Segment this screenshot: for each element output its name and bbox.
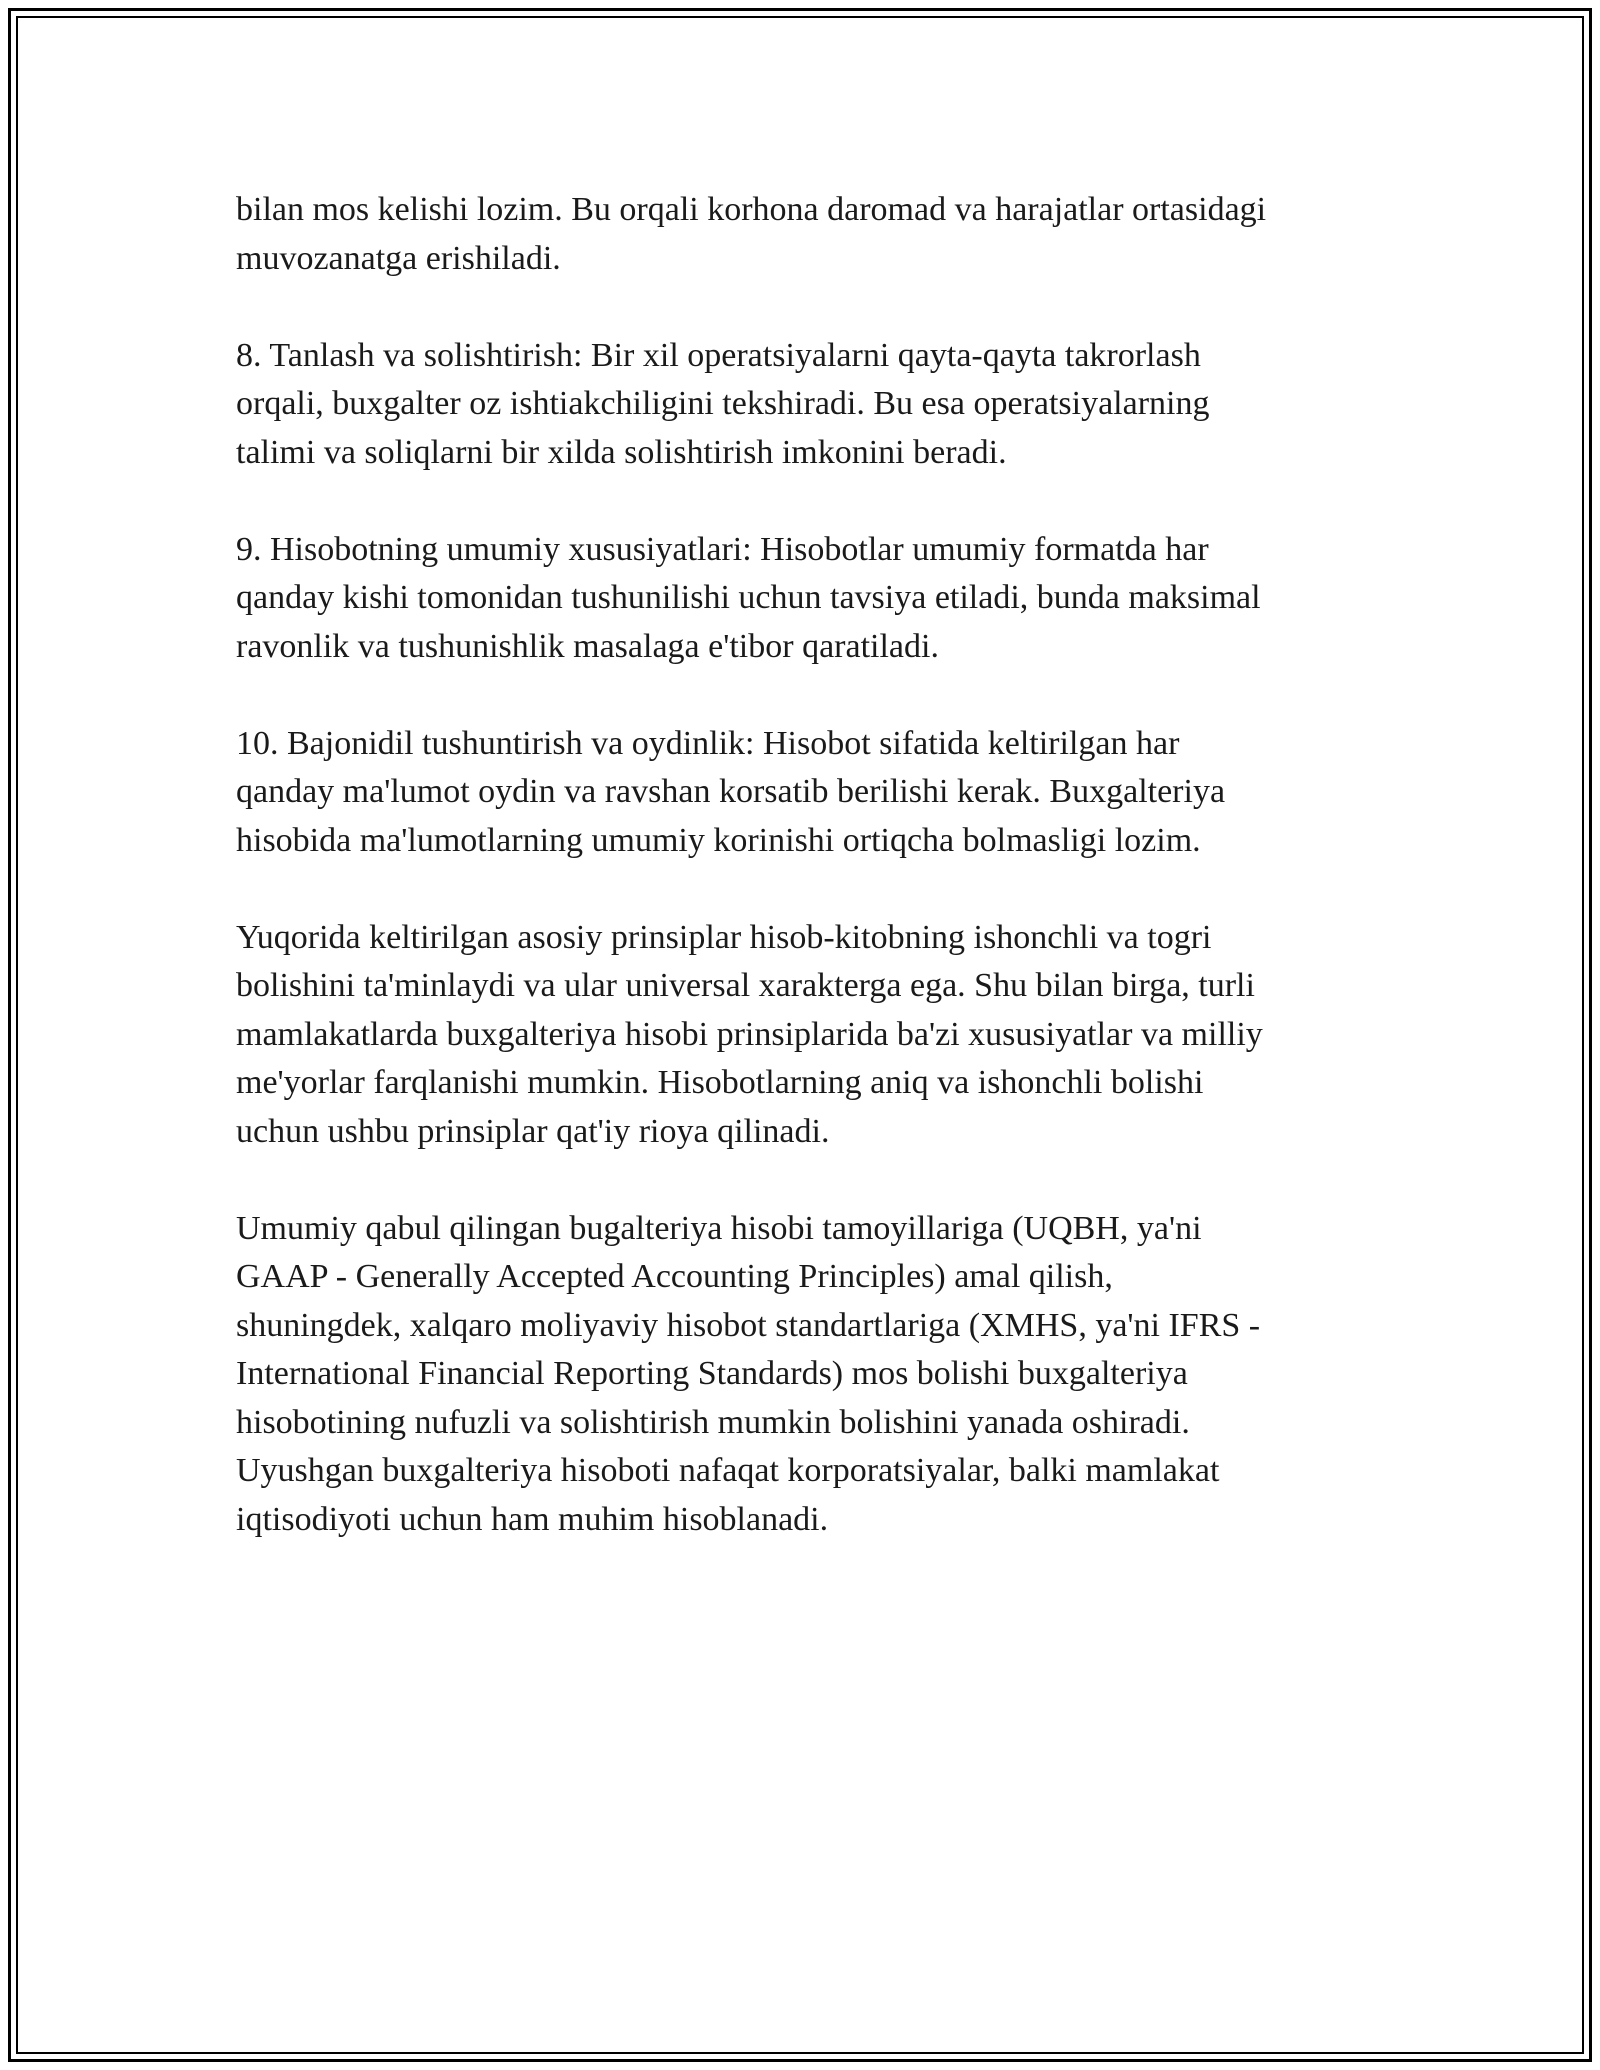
text-line: GAAP - Generally Accepted Accounting Principles) amal qilish, — [236, 1258, 1113, 1295]
text-line: Yuqorida keltirilgan asosiy prinsiplar hisob-kitobning ishonchli va togri — [236, 918, 1212, 956]
text-line: iqtisodiyoti uchun ham muhim hisoblanadi. — [236, 1500, 829, 1538]
text-line: hisobida ma'lumotlarning umumiy korinishi ortiqcha bolmasligi lozim. — [236, 821, 1201, 859]
text-line: me'yorlar farqlanishi mumkin. Hisobotlarning aniq va ishonchli bolishi — [236, 1064, 1204, 1101]
text-line: orqali, buxgalter oz ishtiakchiligini tekshiradi. Bu esa operatsiyalarning — [236, 385, 1210, 422]
text-line: talimi va soliqlarni bir xilda solishtirish imkonini beradi. — [236, 433, 1007, 471]
text-line: hisobotining nufuzli va solishtirish mumkin bolishini yanada oshiradi. — [236, 1403, 1190, 1441]
text-line: muvozanatga erishiladi. — [236, 239, 561, 277]
text-line: mamlakatlarda buxgalteriya hisobi prinsiplarida ba'zi xususiyatlar va milliy — [236, 1015, 1263, 1053]
paragraph-summary — [236, 914, 1366, 1157]
text-line: bilan mos kelishi lozim. Bu orqali korhona daromad va harajatlar ortasidagi — [236, 191, 1267, 228]
text-line: shuningdek, xalqaro moliyaviy hisobot standartlariga (XMHS, ya'ni IFRS - — [236, 1306, 1261, 1344]
text-line: qanday ma'lumot oydin va ravshan korsatib berilishi kerak. Buxgalteriya — [236, 773, 1226, 810]
paragraph-item-8 — [236, 332, 1366, 478]
paragraph-item-10 — [236, 720, 1366, 866]
text-line: Umumiy qabul qilingan bugalteriya hisobi tamoyillariga (UQBH, ya'ni — [236, 1209, 1202, 1247]
paragraph-standards — [236, 1205, 1366, 1545]
text-line: 10. Bajonidil tushuntirish va oydinlik: Hisobot sifatida keltirilgan har — [236, 724, 1180, 762]
text-line: bolishini ta'minlaydi va ular universal xarakterga ega. Shu bilan birga, turli — [236, 967, 1255, 1004]
text-line: qanday kishi tomonidan tushunilishi uchun tavsiya etiladi, bunda maksimal — [236, 579, 1261, 616]
text-line: 8. Tanlash va solishtirish: Bir xil operatsiyalarni qayta-qayta takrorlash — [236, 336, 1201, 374]
text-line: 9. Hisobotning umumiy xususiyatlari: Hisobotlar umumiy formatda har — [236, 530, 1209, 568]
text-line: uchun ushbu prinsiplar qat'iy rioya qilinadi. — [236, 1112, 830, 1150]
document-body — [236, 186, 1366, 1593]
text-line: ravonlik va tushunishlik masalaga e'tibor qaratiladi. — [236, 627, 939, 665]
paragraph-item-9 — [236, 526, 1366, 672]
text-line: Uyushgan buxgalteriya hisoboti nafaqat korporatsiyalar, balki mamlakat — [236, 1452, 1220, 1489]
paragraph-continuation — [236, 186, 1366, 283]
text-line: International Financial Reporting Standards) mos bolishi buxgalteriya — [236, 1355, 1188, 1392]
